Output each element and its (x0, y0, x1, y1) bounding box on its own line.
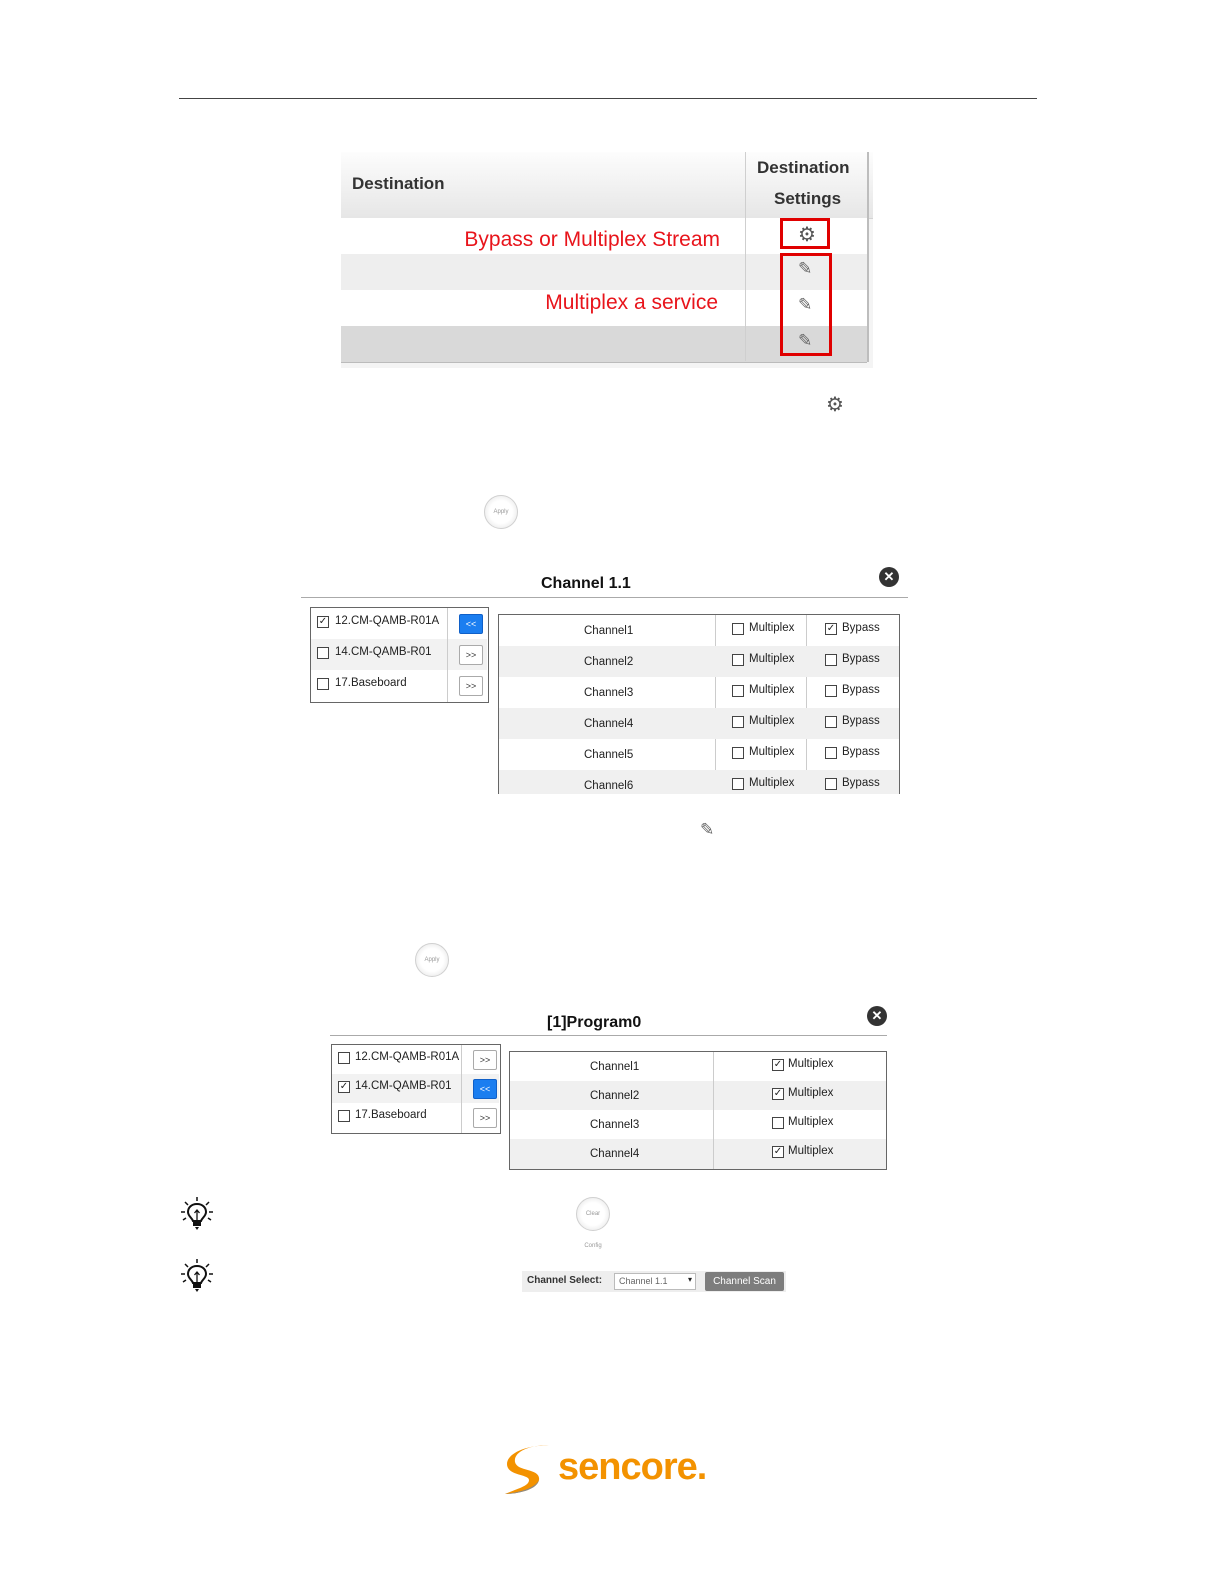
add-source-button[interactable]: >> (459, 645, 483, 665)
column-divider (447, 608, 448, 702)
source-checkbox[interactable] (317, 647, 329, 659)
list-item (332, 1103, 499, 1132)
source-checkbox[interactable] (317, 678, 329, 690)
multiplex-label: Multiplex (749, 653, 795, 665)
column-destination: Destination (352, 174, 445, 193)
table-row (510, 1081, 886, 1110)
multiplex-label: Multiplex (749, 684, 795, 696)
source-label: 12.CM-QAMB-R01A (335, 615, 440, 627)
multiplex-checkbox[interactable] (732, 778, 744, 790)
table-row (510, 1139, 886, 1169)
channel-select-bar (522, 1271, 786, 1292)
multiplex-label: Multiplex (788, 1145, 834, 1157)
row-label-bypass-or-multiplex: Bypass or Multiplex Stream (464, 228, 720, 251)
column-settings-line2: Settings (774, 189, 842, 208)
multiplex-checkbox[interactable] (772, 1117, 784, 1129)
list-item (311, 639, 487, 670)
sencore-logo-text: sencore. (558, 1446, 707, 1488)
bypass-label: Bypass (842, 653, 880, 665)
lightbulb-icon (179, 1196, 215, 1232)
list-item (332, 1074, 499, 1103)
add-source-button[interactable]: >> (473, 1108, 497, 1128)
row-label-multiplex-service: Multiplex a service (545, 291, 718, 314)
source-label: 14.CM-QAMB-R01 (335, 646, 432, 658)
source-list (331, 1044, 501, 1134)
pencil-icon[interactable]: ✎ (798, 331, 813, 350)
apply-button[interactable]: Apply (415, 943, 449, 977)
table-row (499, 615, 899, 646)
dialog-divider (301, 597, 908, 598)
list-item (311, 608, 487, 639)
multiplex-checkbox[interactable] (732, 654, 744, 666)
multiplex-checkbox[interactable]: ✓ (773, 1146, 783, 1157)
dialog-title: Channel 1.1 (541, 575, 631, 592)
list-item (311, 670, 487, 701)
source-checkbox[interactable]: ✓ (339, 1081, 349, 1092)
multiplex-label: Multiplex (749, 777, 795, 789)
pencil-icon[interactable]: ✎ (798, 259, 813, 278)
header-rule (179, 98, 1037, 99)
multiplex-checkbox[interactable]: ✓ (773, 1059, 783, 1070)
multiplex-label: Multiplex (749, 746, 795, 758)
source-checkbox[interactable] (338, 1052, 350, 1064)
table-row (499, 677, 899, 708)
destination-table (341, 152, 873, 368)
multiplex-checkbox[interactable]: ✓ (773, 1088, 783, 1099)
column-divider (745, 152, 746, 361)
bypass-label: Bypass (842, 715, 880, 727)
bypass-label: Bypass (842, 777, 880, 789)
clear-config-button[interactable]: Clear Config (576, 1197, 610, 1231)
channel-name: Channel5 (584, 749, 634, 761)
column-settings-line1: Destination (757, 158, 850, 177)
source-checkbox[interactable]: ✓ (318, 616, 328, 627)
apply-button[interactable]: Apply (484, 495, 518, 529)
channel-table (509, 1051, 887, 1170)
bypass-checkbox[interactable] (825, 716, 837, 728)
channel-name: Channel2 (584, 656, 634, 668)
gear-icon: ⚙ (826, 394, 844, 416)
multiplex-checkbox[interactable] (732, 716, 744, 728)
table-row (499, 770, 899, 794)
channel-name: Channel4 (584, 718, 634, 730)
multiplex-label: Multiplex (788, 1058, 834, 1070)
column-divider (461, 1045, 462, 1133)
channel-select-dropdown[interactable] (614, 1273, 696, 1290)
channel-select-label: Channel Select: (527, 1275, 603, 1286)
channel-name: Channel2 (590, 1090, 640, 1102)
bypass-checkbox[interactable] (825, 747, 837, 759)
close-icon[interactable]: ✕ (879, 567, 899, 587)
dialog-title: [1]Program0 (547, 1014, 642, 1031)
channel-name: Channel1 (590, 1061, 640, 1073)
sencore-logo-mark (501, 1442, 557, 1498)
source-label: 12.CM-QAMB-R01A (355, 1051, 460, 1063)
multiplex-checkbox[interactable] (732, 747, 744, 759)
dialog-divider (330, 1035, 887, 1036)
multiplex-label: Multiplex (749, 622, 795, 634)
lightbulb-icon (179, 1258, 215, 1294)
table-row (499, 708, 899, 739)
bypass-checkbox[interactable] (825, 778, 837, 790)
add-source-button[interactable]: >> (459, 676, 483, 696)
table-row (499, 739, 899, 770)
pencil-icon[interactable]: ✎ (798, 295, 813, 314)
pencil-icon: ✎ (700, 820, 715, 839)
channel-select-value: Channel 1.1 (619, 1276, 668, 1286)
bypass-label: Bypass (842, 684, 880, 696)
source-checkbox[interactable] (338, 1110, 350, 1122)
channel-table (498, 614, 900, 794)
gear-icon[interactable]: ⚙ (798, 224, 816, 246)
multiplex-label: Multiplex (788, 1087, 834, 1099)
remove-source-button[interactable]: << (459, 614, 483, 634)
channel-name: Channel3 (590, 1119, 640, 1131)
channel-name: Channel4 (590, 1148, 640, 1160)
channel-name: Channel3 (584, 687, 634, 699)
remove-source-button[interactable]: << (473, 1079, 497, 1099)
multiplex-checkbox[interactable] (732, 623, 744, 635)
table-row (510, 1052, 886, 1081)
bypass-label: Bypass (842, 746, 880, 758)
add-source-button[interactable]: >> (473, 1050, 497, 1070)
bypass-checkbox[interactable] (825, 654, 837, 666)
table-row (510, 1110, 886, 1139)
channel-name: Channel1 (584, 625, 634, 637)
column-divider (713, 1052, 714, 1170)
source-list (310, 607, 489, 703)
multiplex-label: Multiplex (788, 1116, 834, 1128)
bypass-checkbox[interactable] (825, 685, 837, 697)
multiplex-checkbox[interactable] (732, 685, 744, 697)
source-label: 17.Baseboard (335, 677, 407, 689)
channel-name: Channel6 (584, 780, 634, 792)
bypass-label: Bypass (842, 622, 880, 634)
table-right-border (867, 152, 869, 362)
list-item (332, 1045, 499, 1074)
chevron-down-icon: ▾ (687, 1275, 692, 1284)
close-icon[interactable]: ✕ (867, 1006, 887, 1026)
multiplex-label: Multiplex (749, 715, 795, 727)
source-label: 17.Baseboard (355, 1109, 427, 1121)
channel-scan-button[interactable]: Channel Scan (705, 1272, 784, 1291)
table-row (499, 646, 899, 677)
source-label: 14.CM-QAMB-R01 (355, 1080, 452, 1092)
bypass-checkbox[interactable]: ✓ (826, 623, 836, 634)
